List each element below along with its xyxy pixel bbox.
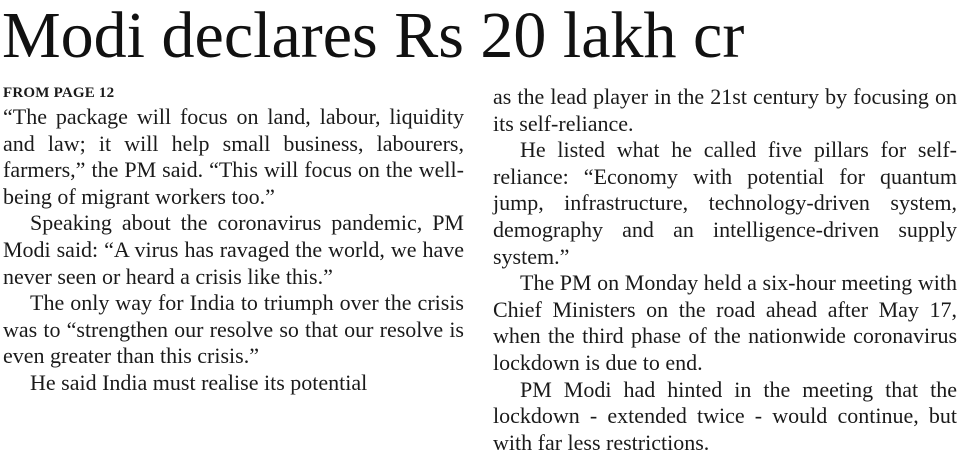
paragraph: He said India must realise its potential	[30, 369, 368, 395]
paragraph: He listed what he called five pillars for self-reliance: “Economy with potential for quantum jump, infrastructure, technology-driven system, demography and an intelligence-driven supply system.”	[493, 137, 957, 269]
headline: Modi declares Rs 20 lakh cr	[2, 0, 745, 72]
paragraph: Speaking about the coronavirus pandemic, PM Modi said: “A virus has ravaged the world, we have never seen or heard a crisis like this.”	[3, 210, 464, 289]
dateline: FROM PAGE 12	[3, 85, 115, 101]
left-column	[3, 104, 464, 397]
paragraph: The PM on Monday held a six-hour meeting with Chief Ministers on the road ahead after May 17, when the third phase of the nationwide coronavirus lockdown is due to end.	[493, 270, 957, 375]
paragraph: “The package will focus on land, labour, liquidity and law; it will help small business, labourers, farmers,” the PM said. “This will focus on the well-being of migrant workers too.”	[3, 104, 464, 209]
paragraph: The only way for India to triumph over the crisis was to “strengthen our resolve so that our resolve is even greater than this crisis.”	[3, 290, 464, 369]
right-column	[493, 84, 957, 456]
paragraph: PM Modi had hinted in the meeting that the lockdown - extended twice - would continue, but with far less restrictions.	[493, 376, 957, 455]
paragraph: as the lead player in the 21st century by focusing on its self-reliance.	[493, 84, 957, 136]
